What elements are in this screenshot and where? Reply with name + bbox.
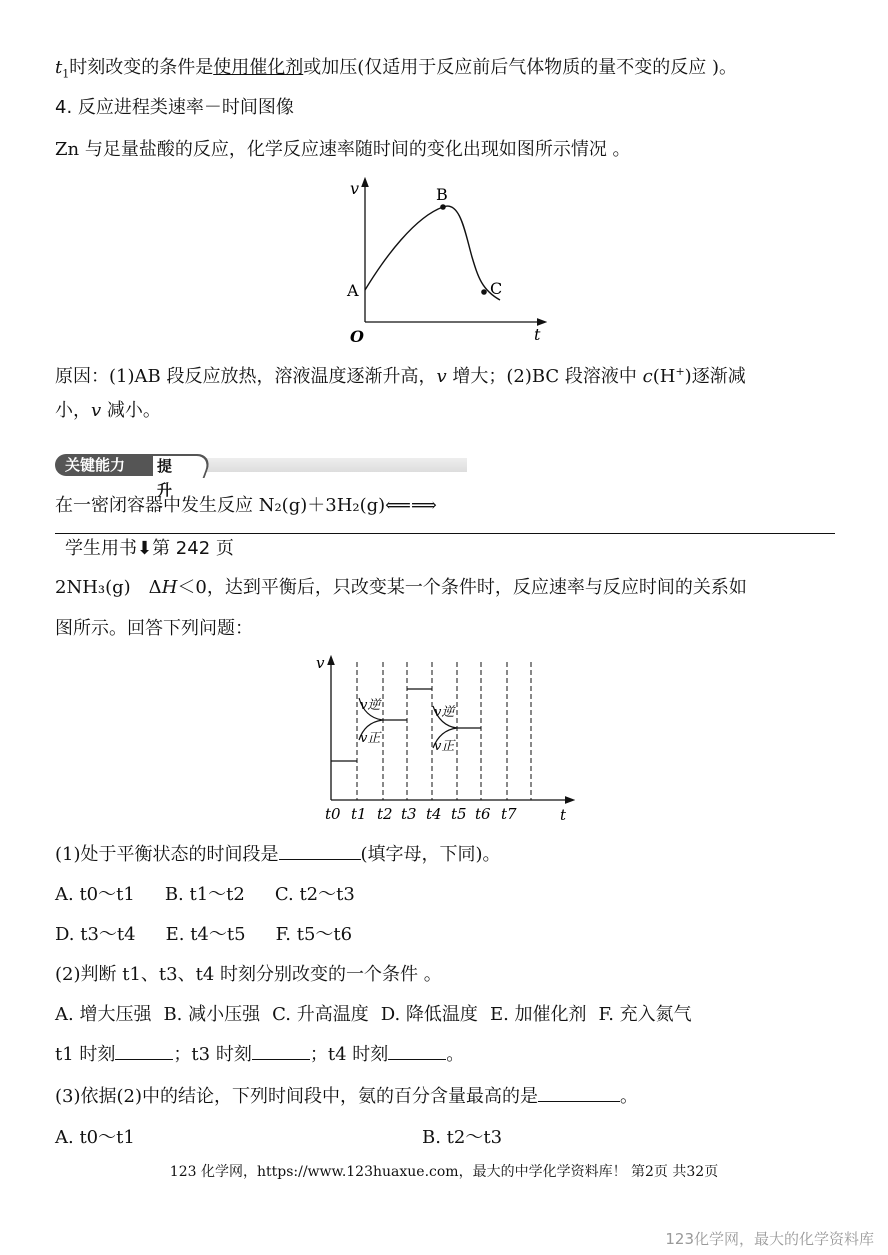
text-line: 在一密闭容器中发生反应 N₂(g)＋3H₂(g)⟸⟹ <box>55 495 437 516</box>
option: A. t0～t1 <box>55 1127 135 1148</box>
svg-text:C: C <box>490 279 503 298</box>
tick-label: t0 <box>325 805 341 823</box>
section-heading: 4. 反应进程类速率－时间图像 <box>55 97 294 118</box>
svg-text:v: v <box>350 179 360 198</box>
answer-blank[interactable] <box>252 1043 310 1060</box>
tick-label: t1 <box>351 805 367 823</box>
rate-curve <box>365 206 503 300</box>
svg-text:A: A <box>347 281 359 300</box>
options-row: D. t3～t4 E. t4～t5 F. t5～t6 <box>55 924 353 945</box>
svg-text:O: O <box>350 327 364 346</box>
tick-label: t3 <box>401 805 417 823</box>
svg-text:v正: v正 <box>360 731 381 746</box>
svg-text:t: t <box>534 325 541 344</box>
question-1: (1)处于平衡状态的时间段是 (填字母，下同)。 <box>55 844 501 865</box>
tick-label: t5 <box>451 805 467 823</box>
answer-blank[interactable] <box>538 1085 620 1102</box>
divider <box>55 533 835 534</box>
option: B. t2～t3 <box>422 1127 503 1148</box>
options-row: A. t0～t1 B. t1～t2 C. t2～t3 <box>55 884 355 905</box>
svg-text:B: B <box>436 185 448 204</box>
svg-text:v: v <box>316 654 325 672</box>
rate-time-graph-2 <box>310 652 580 830</box>
answer-blank[interactable] <box>115 1043 173 1060</box>
question-2: (2)判断 t1、t3、t4 时刻分别改变的一个条件 。 <box>55 964 442 985</box>
svg-text:t: t <box>560 806 567 824</box>
text-line: 图所示。回答下列问题： <box>55 618 253 639</box>
question-3: (3)依据(2)中的结论，下列时间段中，氨的百分含量最高的是 。 <box>55 1086 638 1107</box>
tick-label: t4 <box>426 805 442 823</box>
text-line: 小，v 减小。 <box>55 400 161 421</box>
point-b <box>440 204 446 210</box>
text-line: 2NH₃(g) ΔH＜0，达到平衡后，只改变某一个条件时，反应速率与反应时间的关系如 <box>55 577 747 598</box>
tick-label: t7 <box>501 805 517 823</box>
answer-blank[interactable] <box>388 1043 446 1060</box>
svg-text:v正: v正 <box>434 739 455 754</box>
fill-row: t1 时刻 ；t3 时刻 ；t4 时刻 。 <box>55 1044 465 1065</box>
text-line: 原因：(1)AB 段反应放热，溶液温度逐渐升高，v 增大；(2)BC 段溶液中 c(H+)逐渐减 <box>55 365 746 387</box>
text-line: $t_1$时刻改变的条件是使用催化剂或加压(仅适用于反应前后气体物质的量不变的反应 )。 <box>55 57 737 81</box>
svg-text:v逆: v逆 <box>360 698 381 713</box>
text-line: Zn 与足量盐酸的反应，化学反应速率随时间的变化出现如图所示情况 。 <box>55 139 631 160</box>
page-reference: 学生用书⬇第 242 页 <box>65 538 234 559</box>
answer-blank[interactable] <box>279 843 361 860</box>
tick-label: t6 <box>475 805 491 823</box>
svg-text:v逆: v逆 <box>434 705 455 720</box>
tick-label: t2 <box>377 805 393 823</box>
point-c <box>481 289 487 295</box>
document-page: $t_1$时刻改变的条件是使用催化剂或加压(仅适用于反应前后气体物质的量不变的反应 )。 4. 反应进程类速率－时间图像 Zn 与足量盐酸的反应，化学反应速率随时间的变化出现如图所示情况 。 v t O A B C 原因：(1)AB 段反应放热，溶液温度逐渐升高，v 增大；(2)BC 段溶液中 c(H+)逐渐减 小，v 减小。 关键能力 提升 在一密闭容器中发生反应 N₂(g)＋3H₂(g)⟸⟹ 学生用书⬇第 242 页 2NH₃(g) ΔH＜0，达到平衡后，只改变某一个条件时，反应速率与反应时间的关系如 图所示。回答下列问题： v t v逆 v正 v逆 v正 t0 t1 t2 t3 t4 t5 t6 t7 (1)处于平衡状态的时间段是 (填字母，下同)。 A. t0～t1 B. t1～t2 C. t2～t3 D. t3～t4 E. t4～t5 F. t5～t6 (2)判断 t1、t3、t4 时刻分别改变的一个条件 。 A. 增大压强 B. 减小压强 C. 升高温度 D. 降低温度 E. 加催化剂 F. 充入氮气 t1 时刻 ；t3 时刻 ；t4 时刻 。 (3)依据(2)中的结论，下列时间段中，氨的百分含量最高的是 。 A. t0～t1 B. t2～t3 123 化学网，https://www.123huaxue.com，最大的中学化学资料库！ 第2页 共32页 123化学网，最大的化学资料库 <box>0 0 888 1255</box>
page-footer: 123 化学网，https://www.123huaxue.com，最大的中学化学资料库！ 第2页 共32页 <box>169 1164 719 1180</box>
rate-time-graph-1 <box>330 172 560 350</box>
options-row: A. 增大压强 B. 减小压强 C. 升高温度 D. 降低温度 E. 加催化剂 F. 充入氮气 <box>55 1004 692 1025</box>
watermark: 123化学网，最大的化学资料库 <box>665 1230 874 1248</box>
